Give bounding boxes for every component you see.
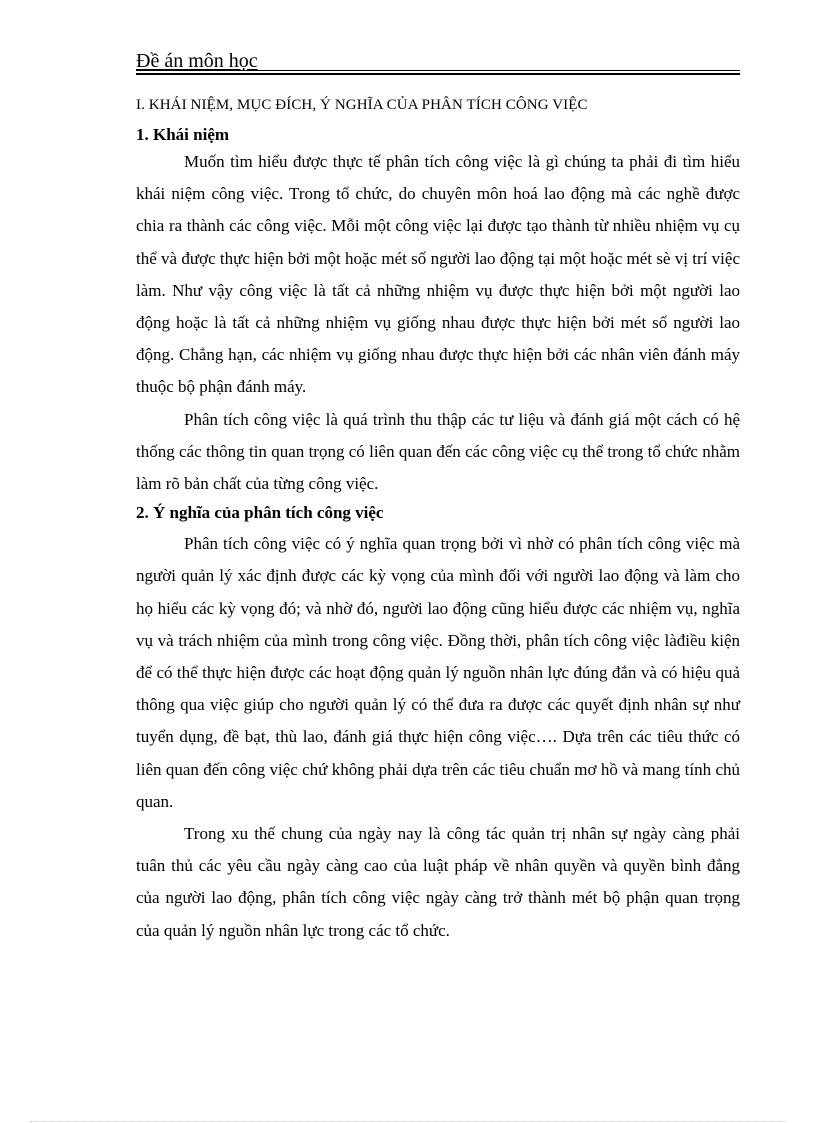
header-double-rule: [136, 73, 740, 75]
document-body: [136, 94, 740, 947]
subsection-2-paragraph-1: Phân tích công việc có ý nghĩa quan trọng bởi vì nhờ có phân tích công việc mà người quản lý xác định được các kỳ vọng của mình đối với người lao động và làm cho họ hiểu các kỳ vọng đó; và nhờ đó, người lao động cũng hiểu được các nhiệm vụ, nghĩa vụ và trách nhiệm của mình trong công việc. Đồng thời, phân tích công việc làđiều kiện để có thể thực hiện được các hoạt động quản lý nguồn nhân lực đúng đắn và có hiệu quả thông qua việc giúp cho người quản lý có thể đưa ra được các quyết định nhân sự như tuyển dụng, đề bạt, thù lao, đánh giá thực hiện công việc…. Dựa trên các tiêu thức có liên quan đến công việc chứ không phải dựa trên các tiêu chuẩn mơ hồ và mang tính chủ quan.: [136, 534, 740, 811]
header-title: Đề án môn học: [136, 50, 258, 72]
subsection-1-paragraph-1: Muốn tìm hiểu được thực tế phân tích công việc là gì chúng ta phải đi tìm hiểu khái niệm công việc. Trong tổ chức, do chuyên môn hoá lao động mà các nghề được chia ra thành các công việc. Mỗi một công việc lại được tạo thành từ nhiều nhiệm vụ cụ thể và được thực hiện bởi một hoặc mét số người lao động tại một hoặc mét sè vị trí việc làm. Như vậy công việc là tất cả những nhiệm vụ được thực hiện bởi một người lao động hoặc là tất cả những nhiệm vụ giống nhau được thực hiện bởi mét số người lao động. Chẳng hạn, các nhiệm vụ giống nhau được thực hiện bởi các nhân viên đánh máy thuộc bộ phận đánh máy.: [136, 152, 740, 397]
header-rule: [136, 70, 740, 71]
page-bottom-divider: [30, 1121, 786, 1122]
section-heading: I. KHÁI NIỆM, MỤC ĐÍCH, Ý NGHĨA CỦA PHÂN TÍCH CÔNG VIỆC: [136, 97, 588, 113]
page-header: [136, 50, 740, 72]
subsection-2-paragraph-2: Trong xu thế chung của ngày nay là công tác quản trị nhân sự ngày càng phải tuân thủ các yêu cầu ngày càng cao của luật pháp về nhân quyền và quyền bình đẳng của người lao động, phân tích công việc ngày càng trở thành mét bộ phận quan trọng của quản lý nguồn nhân lực trong các tổ chức.: [136, 824, 740, 940]
subsection-1-heading: 1. Khái niệm: [136, 125, 230, 144]
subsection-1-paragraph-2: Phân tích công việc là quá trình thu thập các tư liệu và đánh giá một cách có hệ thống các thông tin quan trọng có liên quan đến các công việc cụ thể trong tổ chức nhằm làm rõ bản chất của từng công việc.: [136, 409, 740, 494]
subsection-2-heading: 2. Ý nghĩa của phân tích công việc: [136, 503, 384, 523]
